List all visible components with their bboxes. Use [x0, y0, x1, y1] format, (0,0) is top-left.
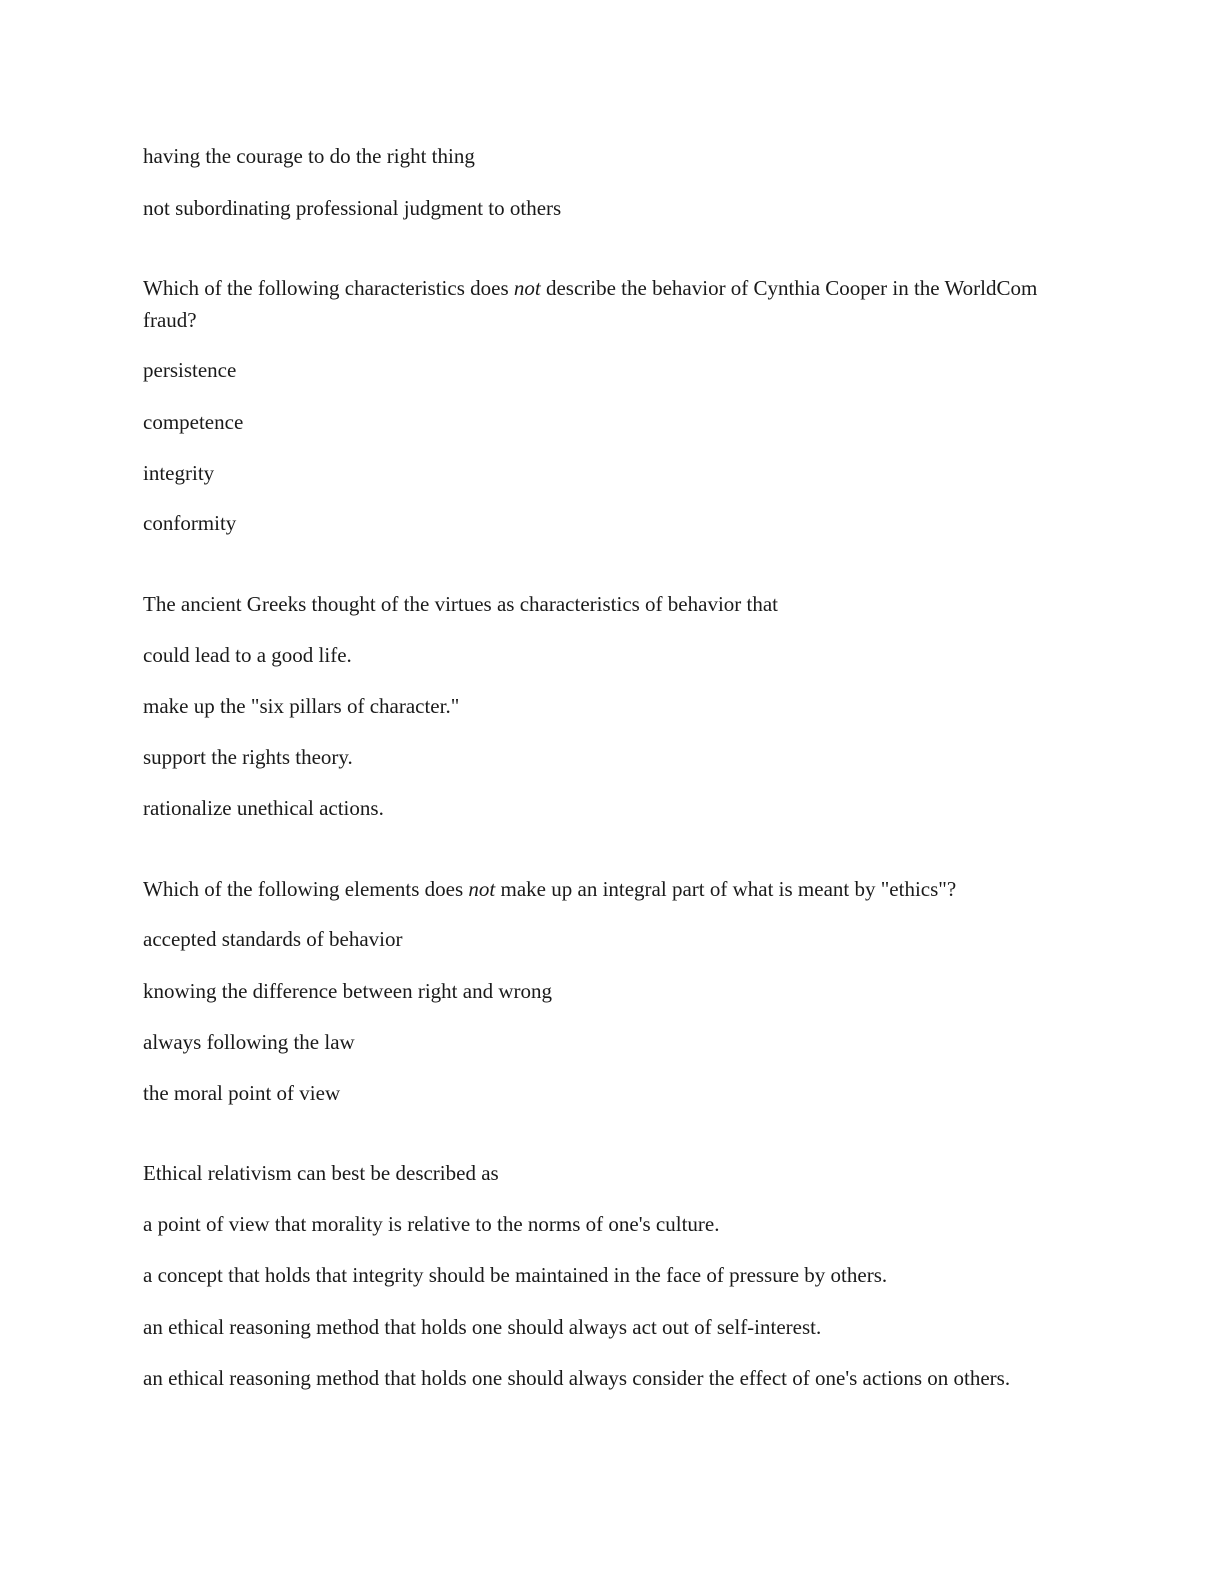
question-stem: [143, 873, 956, 905]
answer-option: an ethical reasoning method that holds one should always consider the effect of one's actions on others.: [143, 1366, 1011, 1390]
question-stem-emphasis: not: [468, 877, 496, 901]
answer-option: could lead to a good life.: [143, 643, 352, 667]
answer-option: not subordinating professional judgment to others: [143, 196, 562, 220]
answer-option: support the rights theory.: [143, 745, 353, 769]
answer-option: accepted standards of behavior: [143, 927, 403, 951]
answer-option: integrity: [143, 461, 215, 485]
question-stem-emphasis: not: [513, 276, 541, 300]
question-stem-text: describe the behavior of Cynthia Cooper in the WorldCom fraud?: [143, 276, 1038, 332]
answer-option: rationalize unethical actions.: [143, 796, 384, 820]
question-stem-text: make up an integral part of what is meant by "ethics"?: [495, 877, 957, 901]
answer-option: competence: [143, 410, 244, 434]
answer-option: always following the law: [143, 1030, 355, 1054]
answer-option: a concept that holds that integrity should be maintained in the face of pressure by others.: [143, 1263, 888, 1287]
answer-option: a point of view that morality is relative to the norms of one's culture.: [143, 1212, 720, 1236]
question-stem: [143, 272, 1083, 336]
question-stem: Ethical relativism can best be described as: [143, 1161, 499, 1185]
answer-option: make up the "six pillars of character.": [143, 694, 460, 718]
question-stem: The ancient Greeks thought of the virtues as characteristics of behavior that: [143, 592, 779, 616]
answer-option: having the courage to do the right thing: [143, 144, 475, 168]
answer-option: an ethical reasoning method that holds one should always act out of self-interest.: [143, 1315, 822, 1339]
answer-option: persistence: [143, 358, 237, 382]
answer-option: the moral point of view: [143, 1081, 341, 1105]
question-stem-text: Which of the following elements does: [143, 877, 469, 901]
question-stem-text: Which of the following characteristics does: [143, 276, 514, 300]
answer-option: knowing the difference between right and wrong: [143, 979, 552, 1003]
answer-option: conformity: [143, 511, 237, 535]
